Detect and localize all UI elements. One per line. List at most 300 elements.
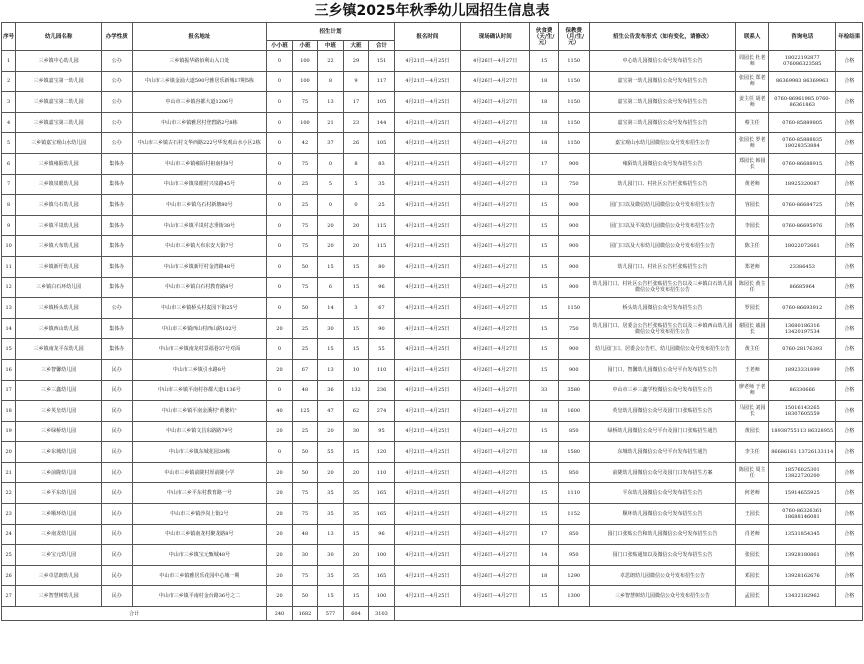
cell-plan-xx: 20 [267,462,293,483]
cell-plan-z: 8 [318,71,344,92]
cell-announce: 嘉宝第一幼儿园微信公众号发布招生公告 [589,71,736,92]
cell-plan-x: 25 [292,339,318,360]
cell-plan-z: 14 [318,298,344,319]
cell-seq: 7 [2,174,16,195]
cell-confirm-time: 4月26日—4月27日 [461,256,530,277]
cell-plan-z: 15 [318,339,344,360]
cell-confirm-time: 4月26日—4月27日 [461,380,530,401]
cell-nature: 集体办 [101,339,132,360]
cell-tuition: 1150 [558,133,589,154]
table-row [2,236,863,257]
cell-announce: 桥头幼儿园微信公众号发布招生公告 [589,298,736,319]
cell-meal-fee: 15 [530,339,559,360]
cell-address: 中山市三乡镇南龙村聚龙路8号 [132,524,267,545]
cell-plan-d: 35 [343,565,369,586]
cell-meal-fee: 15 [530,504,559,525]
cell-inspect: 合格 [836,545,863,566]
cell-reg-time: 4月21日—4月25日 [394,462,460,483]
cell-contact: 廖老师 于老师 [736,380,769,401]
cell-plan-xx: 0 [267,298,293,319]
header-phone: 咨询电话 [769,23,836,51]
cell-contact: 李园长 [736,215,769,236]
cell-name: 三乡镇中心幼儿园 [16,51,102,72]
cell-announce: 平东幼儿园微信公众号发布招生公告 [589,483,736,504]
cell-nature: 集体办 [101,215,132,236]
cell-plan-xx: 0 [267,133,293,154]
cell-announce: 幼儿园门口、村社区公告栏张贴招生公告 [589,256,736,277]
cell-plan-x: 25 [292,318,318,339]
cell-announce: 园门口张贴公告和幼儿园微信公众号发布招生公告 [589,524,736,545]
cell-nature: 集体办 [101,256,132,277]
cell-plan-total: 95 [369,421,395,442]
cell-meal-fee: 15 [530,215,559,236]
cell-meal-fee: 15 [530,277,559,298]
cell-plan-x: 30 [292,545,318,566]
cell-contact: 李主任 [736,442,769,463]
cell-confirm-time: 4月26日—4月27日 [461,318,530,339]
cell-phone: 0760-86695976 [769,215,836,236]
cell-seq: 9 [2,215,16,236]
cell-plan-z: 20 [318,236,344,257]
table-row [2,359,863,380]
cell-phone: 0760-86326361 18688146081 [769,504,836,525]
cell-plan-x: 50 [292,256,318,277]
table-row [2,133,863,154]
cell-plan-z: 15 [318,586,344,607]
cell-plan-z: 0 [318,195,344,216]
cell-plan-total: 110 [369,359,395,380]
cell-phone: 18022072661 [769,236,836,257]
cell-plan-d: 5 [343,174,369,195]
cell-phone: 15914655925 [769,483,836,504]
cell-nature: 集体办 [101,277,132,298]
cell-meal-fee: 15 [530,586,559,607]
table-row [2,92,863,113]
table-row [2,504,863,525]
cell-name: 三乡镇雍陌幼儿园 [16,153,102,174]
header-tuition: 保教费（月/生/元） [558,23,589,51]
cell-announce: 绿桥幼儿园微信公众号平台及园门口张贴招生通告 [589,421,736,442]
page-title: 三乡镇2025年秋季幼儿园招生信息表 [314,3,550,19]
cell-meal-fee: 15 [530,298,559,319]
cell-tuition: 900 [558,215,589,236]
cell-contact: 王老师 [736,359,769,380]
cell-confirm-time: 4月26日—4月27日 [461,236,530,257]
cell-inspect: 合格 [836,442,863,463]
cell-confirm-time: 4月26日—4月27日 [461,545,530,566]
cell-nature: 民办 [101,586,132,607]
cell-plan-xx: 40 [267,401,293,422]
cell-name: 三乡顺环幼儿园 [16,504,102,525]
cell-contact: 陈园长 黄主任 [736,277,769,298]
cell-address: 中山市三乡镇雅居村登碧路2号8栋 [132,112,267,133]
header-meal-fee: 伙食费（天/生/元） [530,23,559,51]
cell-reg-time: 4月21日—4月25日 [394,112,460,133]
cell-name: 三乡镇西山幼儿园 [16,318,102,339]
cell-address: 中山市三乡镇大布东安大街7号 [132,236,267,257]
cell-address: 中山市三乡镇西山村西山路102号 [132,318,267,339]
cell-plan-total: 115 [369,215,395,236]
cell-plan-total: 25 [369,195,395,216]
cell-nature: 公办 [101,112,132,133]
cell-seq: 21 [2,462,16,483]
cell-plan-d: 23 [343,112,369,133]
cell-address: 三乡镇振华路佰利山入口处 [132,51,267,72]
cell-plan-xx: 20 [267,318,293,339]
cell-inspect: 合格 [836,524,863,545]
cell-name: 三乡镇平岚幼儿园 [16,215,102,236]
cell-seq: 16 [2,359,16,380]
cell-confirm-time: 4月26日—4月27日 [461,421,530,442]
cell-announce: 园门口以及平岚幼儿园微信公众号发布招生公告 [589,215,736,236]
cell-reg-time: 4月21日—4月25日 [394,339,460,360]
cell-phone: 86685964 [769,277,836,298]
cell-plan-x: 100 [292,51,318,72]
cell-confirm-time: 4月26日—4月27日 [461,71,530,92]
cell-address: 中山市三乡镇平南金溪村"黄婆坑" [132,401,267,422]
cell-name: 三乡宝元幼儿园 [16,545,102,566]
cell-phone: 0760-85888835 18028353884 [769,133,836,154]
cell-seq: 8 [2,195,16,216]
cell-plan-total: 100 [369,586,395,607]
cell-confirm-time: 4月26日—4月27日 [461,153,530,174]
header-contact: 联系人 [736,23,769,51]
cell-plan-z: 13 [318,524,344,545]
cell-plan-d: 15 [343,524,369,545]
cell-announce: 顺环幼儿园微信公众号发布招生公告 [589,504,736,525]
cell-reg-time: 4月21日—4月25日 [394,586,460,607]
cell-seq: 20 [2,442,16,463]
cell-address: 中山市三乡镇桥头村麦园下街25号 [132,298,267,319]
table-row [2,442,863,463]
cell-inspect: 合格 [836,318,863,339]
cell-reg-time: 4月21日—4月25日 [394,215,460,236]
cell-inspect: 合格 [836,92,863,113]
table-row [2,256,863,277]
cell-reg-time: 4月21日—4月25日 [394,318,460,339]
cell-plan-d: 15 [343,256,369,277]
cell-announce: 园门口张贴通知以及微信公众号发布招生公告 [589,545,736,566]
cell-inspect: 合格 [836,586,863,607]
cell-meal-fee: 15 [530,483,559,504]
cell-plan-xx: 20 [267,524,293,545]
cell-plan-x: 75 [292,504,318,525]
table-row [2,524,863,545]
cell-plan-z: 22 [318,51,344,72]
cell-confirm-time: 4月26日—4月27日 [461,51,530,72]
cell-nature: 民办 [101,504,132,525]
cell-meal-fee: 15 [530,318,559,339]
cell-phone: 23386453 [769,256,836,277]
cell-plan-d: 132 [343,380,369,401]
cell-meal-fee: 33 [530,380,559,401]
cell-inspect: 合格 [836,195,863,216]
cell-seq: 2 [2,71,16,92]
cell-contact: 郑老师 [736,256,769,277]
cell-contact: 张园长 郑老师 [736,71,769,92]
cell-plan-total: 165 [369,565,395,586]
cell-nature: 民办 [101,442,132,463]
cell-phone: 0760-85889805 [769,112,836,133]
cell-plan-d: 3 [343,298,369,319]
cell-reg-time: 4月21日—4月25日 [394,51,460,72]
cell-plan-d: 10 [343,359,369,380]
totals-d: 604 [343,607,369,621]
cell-plan-xx: 20 [267,483,293,504]
cell-plan-d: 15 [343,318,369,339]
cell-address: 中山市三乡镇宝元甄城48号 [132,545,267,566]
cell-plan-total: 35 [369,174,395,195]
header-plan-total: 合计 [369,41,395,51]
cell-plan-x: 50 [292,586,318,607]
header-address: 报名地址 [132,23,267,51]
header-seq: 序号 [2,23,16,51]
cell-plan-x: 48 [292,380,318,401]
table-row [2,586,863,607]
cell-phone: 86330666 [769,380,836,401]
cell-name: 三乡平东幼儿园 [16,483,102,504]
table-body [2,51,863,607]
cell-plan-x: 100 [292,71,318,92]
cell-tuition: 1150 [558,298,589,319]
cell-plan-total: 115 [369,236,395,257]
cell-contact: 张园长 [736,545,769,566]
cell-tuition: 900 [558,195,589,216]
cell-confirm-time: 4月26日—4月27日 [461,483,530,504]
cell-nature: 公办 [101,92,132,113]
table-row [2,462,863,483]
cell-address: 中山市三乡镇平南村谷都大道1136号 [132,380,267,401]
cell-announce: 卓思朗幼儿园微信公众号发布招生公告 [589,565,736,586]
cell-tuition: 900 [558,359,589,380]
cell-confirm-time: 4月26日—4月27日 [461,565,530,586]
cell-announce: 嘉宝观山水幼儿园微信公众号发布招生公告 [589,133,736,154]
cell-address: 中山市三乡镇引水路8号 [132,359,267,380]
cell-nature: 民办 [101,545,132,566]
cell-plan-x: 75 [292,153,318,174]
cell-plan-x: 25 [292,421,318,442]
cell-nature: 公办 [101,133,132,154]
cell-plan-d: 15 [343,339,369,360]
cell-phone: 0760-86684725 [769,195,836,216]
cell-name: 三乡南龙幼儿园 [16,524,102,545]
cell-plan-xx: 0 [267,215,293,236]
cell-phone: 18022192877 076086323585 [769,51,836,72]
cell-inspect: 合格 [836,401,863,422]
cell-meal-fee: 18 [530,442,559,463]
cell-reg-time: 4月21日—4月25日 [394,545,460,566]
cell-contact: 周园长 杜老师 [736,51,769,72]
cell-plan-total: 274 [369,401,395,422]
table-row [2,421,863,442]
cell-plan-x: 75 [292,215,318,236]
cell-reg-time: 4月21日—4月25日 [394,256,460,277]
cell-meal-fee: 13 [530,174,559,195]
cell-inspect: 合格 [836,236,863,257]
cell-contact: 张园长 罗老师 [736,133,769,154]
cell-plan-z: 55 [318,442,344,463]
cell-plan-x: 25 [292,174,318,195]
cell-phone: 86686161 13726133114 [769,442,836,463]
cell-meal-fee: 17 [530,153,559,174]
cell-meal-fee: 15 [530,421,559,442]
cell-reg-time: 4月21日—4月25日 [394,504,460,525]
table-row [2,545,863,566]
cell-plan-d: 30 [343,421,369,442]
cell-announce: 幼儿园门口、村社区公告栏张贴招生公告 [589,174,736,195]
cell-contact: 容园长 [736,195,769,216]
cell-nature: 公办 [101,71,132,92]
cell-plan-d: 9 [343,71,369,92]
cell-plan-z: 13 [318,92,344,113]
cell-phone: 13432182962 [769,586,836,607]
cell-tuition: 850 [558,462,589,483]
cell-address: 中山市三乡镇文昌东路路79号 [132,421,267,442]
cell-phone: 15016143265 18307605559 [769,401,836,422]
cell-reg-time: 4月21日—4月25日 [394,380,460,401]
cell-name: 三乡智馨幼儿园 [16,359,102,380]
cell-tuition: 850 [558,524,589,545]
header-announce: 招生公告发布形式（如有变化，请修改） [589,23,736,51]
cell-seq: 22 [2,483,16,504]
cell-reg-time: 4月21日—4月25日 [394,133,460,154]
enrollment-table [1,22,863,621]
cell-address: 中山市三乡镇东城花园39栋 [132,442,267,463]
cell-seq: 13 [2,298,16,319]
cell-plan-xx: 0 [267,112,293,133]
header-inspect: 年检结果 [836,23,863,51]
cell-nature: 民办 [101,421,132,442]
cell-plan-total: 83 [369,153,395,174]
cell-phone: 0760-86693912 [769,298,836,319]
cell-inspect: 合格 [836,133,863,154]
cell-seq: 18 [2,401,16,422]
cell-meal-fee: 15 [530,195,559,216]
cell-address: 中山市三乡镇雅居乐花园中心城一期 [132,565,267,586]
cell-phone: 0760-86961985 0760-86361863 [769,92,836,113]
cell-address: 中山市三乡镇前陇村厚前陇小学 [132,462,267,483]
cell-contact: 黄老师 [736,174,769,195]
cell-nature: 民办 [101,524,132,545]
cell-plan-d: 17 [343,92,369,113]
cell-tuition: 1580 [558,442,589,463]
totals-row [2,607,863,621]
cell-tuition: 1290 [558,565,589,586]
cell-tuition: 900 [558,236,589,257]
cell-announce: 园门口以及微信幼儿园微信公众号发布招生公告 [589,195,736,216]
cell-name: 三乡英皇幼儿园 [16,401,102,422]
table-row [2,318,863,339]
cell-reg-time: 4月21日—4月25日 [394,71,460,92]
cell-plan-xx: 20 [267,421,293,442]
cell-confirm-time: 4月26日—4月27日 [461,133,530,154]
cell-confirm-time: 4月26日—4月27日 [461,112,530,133]
cell-inspect: 合格 [836,359,863,380]
cell-seq: 14 [2,318,16,339]
cell-plan-xx: 0 [267,71,293,92]
cell-plan-xx: 0 [267,442,293,463]
cell-tuition: 900 [558,339,589,360]
cell-contact: 谢园长 戚园长 [736,318,769,339]
header-name: 幼儿园名称 [16,23,102,51]
cell-inspect: 合格 [836,51,863,72]
cell-address: 中山市三乡镇南龙村景福巷37号对面 [132,339,267,360]
cell-name: 三乡镇桥头幼儿园 [16,298,102,319]
cell-contact: 陈园长 周主任 [736,462,769,483]
table-row [2,565,863,586]
cell-name: 三乡镇新圩幼儿园 [16,256,102,277]
cell-announce: 雍陌幼儿园微信公众号发布招生公告 [589,153,736,174]
cell-inspect: 合格 [836,298,863,319]
cell-plan-x: 75 [292,277,318,298]
cell-announce: 中心幼儿园微信公众号发布招生公告 [589,51,736,72]
cell-confirm-time: 4月26日—4月27日 [461,92,530,113]
cell-confirm-time: 4月26日—4月27日 [461,359,530,380]
cell-contact: 陈主任 [736,236,769,257]
cell-plan-total: 236 [369,380,395,401]
cell-contact: 邓园长 [736,565,769,586]
cell-announce: 园门口，智馨幼儿园微信公众号平台发布招生公告 [589,359,736,380]
table-row [2,215,863,236]
totals-z: 577 [318,607,344,621]
cell-tuition: 950 [558,545,589,566]
cell-plan-x: 100 [292,112,318,133]
cell-tuition: 900 [558,277,589,298]
cell-tuition: 3580 [558,380,589,401]
cell-plan-d: 29 [343,51,369,72]
cell-inspect: 合格 [836,483,863,504]
cell-plan-xx: 20 [267,504,293,525]
cell-plan-total: 90 [369,318,395,339]
cell-reg-time: 4月21日—4月25日 [394,298,460,319]
cell-seq: 15 [2,339,16,360]
table-row [2,153,863,174]
cell-plan-d: 20 [343,236,369,257]
cell-phone: 18576025301 13822720200 [769,462,836,483]
cell-nature: 民办 [101,401,132,422]
cell-tuition: 900 [558,256,589,277]
cell-tuition: 1152 [558,504,589,525]
cell-plan-z: 35 [318,483,344,504]
totals-xx: 240 [267,607,293,621]
cell-address: 中山市三乡镇谷都大道1206号 [132,92,267,113]
cell-phone: 18938755113 86328955 [769,421,836,442]
cell-name: 三乡镇泉眼幼儿园 [16,174,102,195]
cell-reg-time: 4月21日—4月25日 [394,195,460,216]
cell-plan-z: 13 [318,359,344,380]
cell-plan-total: 165 [369,483,395,504]
cell-name: 三乡卓思朗幼儿园 [16,565,102,586]
cell-seq: 1 [2,51,16,72]
cell-plan-x: 50 [292,442,318,463]
cell-tuition: 1150 [558,71,589,92]
cell-plan-z: 35 [318,565,344,586]
cell-confirm-time: 4月26日—4月27日 [461,298,530,319]
cell-inspect: 合格 [836,277,863,298]
cell-phone: 13680186316 13420197534 [769,318,836,339]
cell-contact: 罗园长 [736,298,769,319]
cell-plan-xx: 0 [267,174,293,195]
cell-plan-total: 55 [369,339,395,360]
cell-seq: 26 [2,565,16,586]
cell-plan-d: 8 [343,153,369,174]
cell-seq: 17 [2,380,16,401]
cell-plan-xx: 20 [267,565,293,586]
cell-meal-fee: 15 [530,462,559,483]
cell-plan-z: 21 [318,112,344,133]
cell-confirm-time: 4月26日—4月27日 [461,277,530,298]
cell-contact: 孟园长 [736,586,769,607]
